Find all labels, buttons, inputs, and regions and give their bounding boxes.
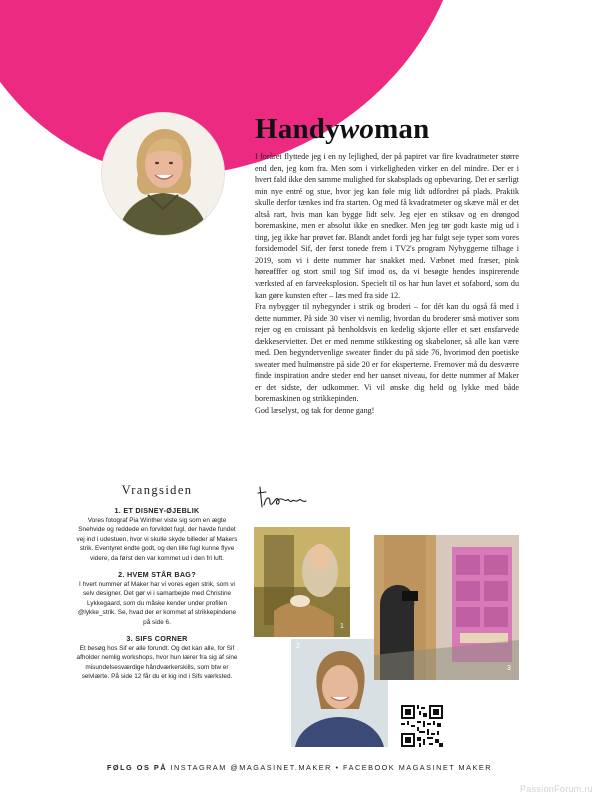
editor-portrait — [102, 113, 224, 235]
title-part-handy: Handy — [255, 113, 340, 145]
photo-number: 1 — [340, 623, 344, 630]
qr-code[interactable] — [401, 705, 443, 747]
site-watermark: PassionForum.ru — [519, 784, 593, 794]
sidebar-item-sifs-corner — [76, 634, 238, 682]
title-part-wo: wo — [339, 113, 375, 145]
sidebar-item-text: Et besøg hos Sif er alle forundt. Og det kan alle, for Sif afholder nemlig workshops, hvor hun lærer fra sig af sine misundelsesværdige håndværkerskills, som btw er selvlærte. På side 12 får du et kig ind i Sifs værksted. — [76, 645, 238, 681]
sidebar-item-text: I hvert nummer af Maker har vi vores egen strik, som vi selv designer. Det gør vi i samarbejde med Christine Lykkegaard, som du måske kender under profilen @lykke_strik. Se, hvad der er kommet af strikkepindene på side 6. — [77, 581, 237, 626]
sidebar-title: Vrangsiden — [121, 483, 193, 497]
sidebar-item-text: Vores fotograf Pia Winther viste sig som en ægte Snehvide og reddede en forvildet fugl, der havde fundet vej ind i udestuen, hvor vi skulle skyde billeder af Makers strik. Eventyret endte godt, og den lille fugl kunne flyve videre, da først den var kommet ud i den fri luft. — [76, 517, 238, 562]
article-title — [255, 113, 429, 146]
footer-lead: FØLG OS PÅ — [106, 763, 167, 772]
sidebar-item-heading: 3. SIFS CORNER — [126, 634, 188, 644]
photo-bird-rescue — [254, 527, 350, 637]
photo-number: 2 — [296, 643, 300, 650]
article-paragraph-2: Fra nybygger til nybegynder i strik og broderi – for dét kan du også få med i dette nummer. På side 30 viser vi nemlig, hvordan du broderer små motiver som rejer og en croissant på henholdsvis en kedelig skjorte eller et sæt ensfarvede dækkeservietter. Det er med nemme stikkesting og skabeloner, så alle kan være med. Den begyndervenlige sweater finder du på side 76, hvorimod den poetiske sweater med hulmønstre på side 20 er for eksperterne. Fremover må du desværre finde inspiration andre steder end her uanset niveau, for dette nummer af Maker er det sidste, der udkommer. Vi vil ønske dig held og lykke med både boremaskinen og strikkepinden. — [255, 302, 519, 404]
sidebar-item-heading: 1. ET DISNEY-ØJEBLIK — [114, 506, 200, 515]
sidebar-vrangsiden — [76, 483, 238, 689]
sidebar-item-disney — [76, 506, 238, 563]
footer-social-links — [0, 763, 599, 772]
article-paragraph-3: God læselyst, og tak for denne gang! — [255, 406, 375, 416]
article-body — [255, 151, 519, 417]
photo-number: 3 — [507, 665, 511, 672]
sidebar-item-heading: 2. HVEM STÅR BAG? — [118, 570, 196, 580]
title-part-man: man — [374, 113, 430, 145]
handwritten-signature — [256, 483, 316, 513]
sidebar-item-hvem-star-bag — [76, 570, 238, 627]
footer-social-handles[interactable]: INSTAGRAM @MAGASINET.MAKER • FACEBOOK MAGASINET MAKER — [166, 763, 493, 772]
photo-sifs-workshop — [374, 535, 519, 680]
article-paragraph-1: I foråret flyttede jeg i en ny lejlighed, der på papiret var fire kvadratmeter større end den, jeg kom fra. Men som i virkeligheden virker en del mindre. Der er i hvert fald ikke den samme mulighed for skabsplads og opbevaring. Det er særligt min nye entré og stue, hvor jeg kan føle mig lidt udfordret på plads. Praktik skulle derfor tænkes ind fra starten. Og med få kvadratmeter og skæve mål er det altså rart, hvis man kan bygge lidt selv. Jeg ejer en stiksav og en drøngod boremaskine, men er absolut ikke en snedker. Men jeg tør godt kaste mig ud i ting, jeg ikke har prøvet før. Blandt andet fordi jeg har fulgt seje typer som vores forsidemodel Sif, der først tonede frem i TV2's program Nybyggerne tilbage i 2019, som vi i dette nummer har snakket med. Væbnet med fræser, pink høreøfffer og stort smil tog Sif imod os, da vi besøgte hendes inspirerende værksted af en farveeksplosion. Specielt til os har hun lavet et sofabord, som du kan gøre kunsten efter – læs med fra side 12. — [255, 152, 519, 300]
